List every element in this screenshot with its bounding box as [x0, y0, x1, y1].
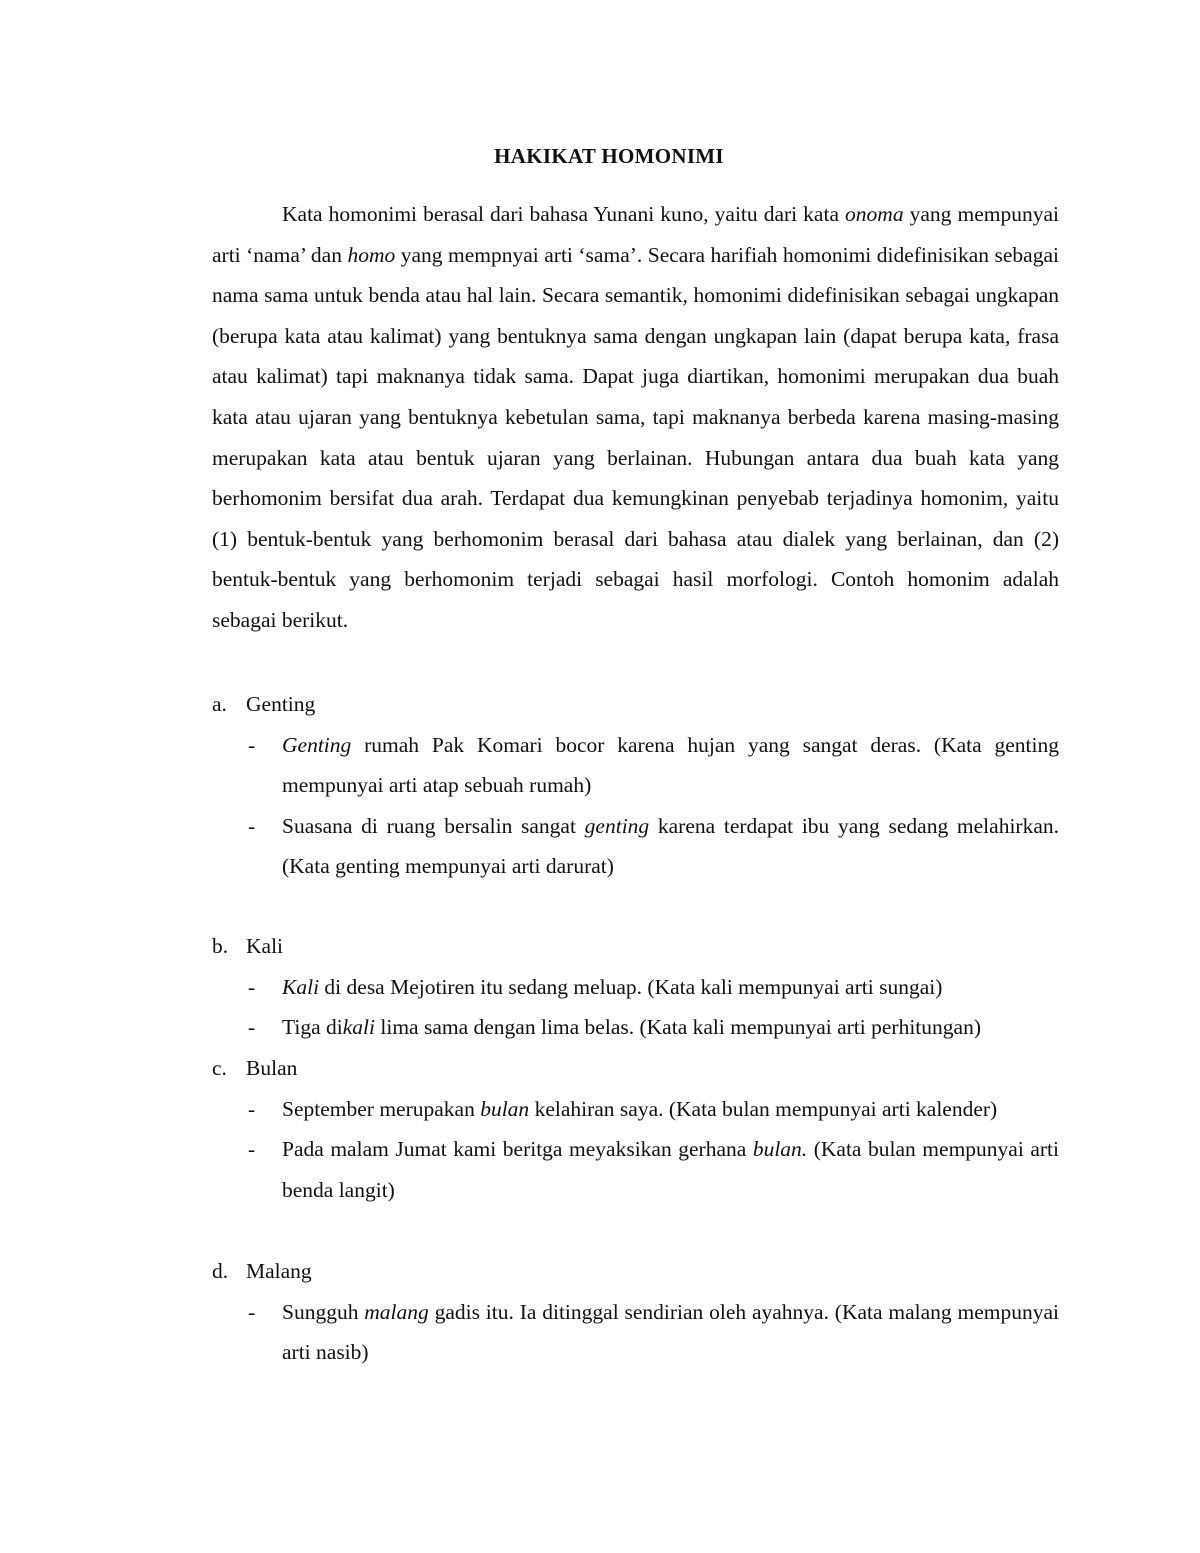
item-letter: d. [212, 1259, 229, 1283]
paragraph-text: yang mempnyai arti ‘sama’. Secara harifiah homonimi didefinisikan sebagai nama sama untuk benda atau hal lain. Secara semantik, homonimi didefinisikan sebagai ungkapan (berupa kata atau kalimat) yang bentuknya sama dengan ungkapan lain (dapat berupa kata, frasa atau kalimat) tapi maknanya tidak sama. Dapat juga diartikan, homonimi merupakan dua buah kata atau ujaran yang bentuknya kebetulan sama, tapi maknanya berbeda karena masing-masing merupakan kata atau bentuk ujaran yang berlainan. Hubungan antara dua buah kata yang berhomonim bersifat dua arah. Terdapat dua kemungkinan penyebab terjadinya homonim, yaitu (1) bentuk-bentuk yang berhomonim berasal dari bahasa atau dialek yang berlainan, dan (2) bentuk-bentuk yang berhomonim terjadi sebagai hasil morfologi. Contoh homonim adalah sebagai berikut. [212, 242, 1059, 632]
list-item-bulan [212, 1048, 1059, 1210]
bullet-dash: - [248, 1137, 256, 1162]
example-text: Sungguh [282, 1299, 365, 1324]
italic-term: homo [347, 242, 396, 267]
bullet-dash: - [248, 813, 256, 838]
example-text: Suasana di ruang bersalin sangat [282, 813, 585, 838]
example-sentence [212, 1089, 1059, 1130]
paragraph-text: Kata homonimi berasal dari bahasa Yunani kuno, yaitu dari kata [282, 202, 846, 226]
item-heading [212, 1251, 1059, 1292]
bullet-dash: - [248, 732, 256, 757]
example-text: karena terdapat ibu yang sedang melahirkan. (Kata genting mempunyai arti darurat) [282, 813, 1059, 879]
example-text: gadis itu. Ia ditinggal sendirian oleh ayahnya. (Kata malang mempunyai arti nasib) [282, 1299, 1059, 1365]
example-sentence [212, 967, 1059, 1008]
item-letter: c. [212, 1056, 227, 1080]
item-letter: a. [212, 692, 227, 716]
example-sentence [212, 1292, 1059, 1373]
italic-term: kali [342, 1015, 375, 1040]
italic-term: Genting [282, 732, 352, 757]
example-text: (Kata bulan mempunyai arti benda langit) [282, 1137, 1059, 1202]
paragraph-text: yang mempunyai arti ‘nama’ dan [212, 202, 1059, 267]
bullet-dash: - [248, 1096, 256, 1121]
example-sentence [212, 725, 1059, 806]
item-heading [212, 926, 1059, 967]
example-sentence [212, 806, 1059, 887]
italic-term: bulan [480, 1096, 530, 1121]
italic-term: genting [584, 813, 650, 838]
list-item-genting [212, 684, 1059, 887]
example-text: Pada malam Jumat kami beritga meyaksikan gerhana [282, 1137, 753, 1162]
list-item-malang [212, 1251, 1059, 1373]
italic-term: bulan. [752, 1137, 808, 1162]
page-title: HAKIKAT HOMONIMI [494, 144, 724, 168]
italic-term: malang [364, 1299, 429, 1324]
example-text: rumah Pak Komari bocor karena hujan yang sangat deras. (Kata genting mempunyai arti atap sebuah rumah) [282, 732, 1059, 798]
example-sentence [212, 1007, 1059, 1048]
bullet-dash: - [248, 1015, 256, 1040]
item-word: Bulan [246, 1056, 298, 1080]
bullet-dash: - [248, 1299, 256, 1324]
item-word: Kali [246, 934, 284, 958]
example-text: lima sama dengan lima belas. (Kata kali mempunyai arti perhitungan) [375, 1015, 981, 1040]
item-word: Genting [246, 692, 316, 716]
example-text: kelahiran saya. (Kata bulan mempunyai arti kalender) [529, 1096, 998, 1121]
example-text: Tiga di [282, 1015, 343, 1040]
list-item-kali [212, 926, 1059, 1048]
item-heading [212, 684, 1059, 725]
item-letter: b. [212, 934, 229, 958]
item-heading [212, 1048, 1059, 1089]
intro-paragraph [212, 194, 1059, 641]
bullet-dash: - [248, 974, 256, 999]
example-text: September merupakan [282, 1096, 481, 1121]
italic-term: onoma [845, 202, 904, 226]
example-sentence [212, 1129, 1059, 1210]
italic-term: Kali [282, 974, 320, 999]
example-text: di desa Mejotiren itu sedang meluap. (Kata kali mempunyai arti sungai) [319, 974, 943, 999]
item-word: Malang [246, 1259, 312, 1283]
